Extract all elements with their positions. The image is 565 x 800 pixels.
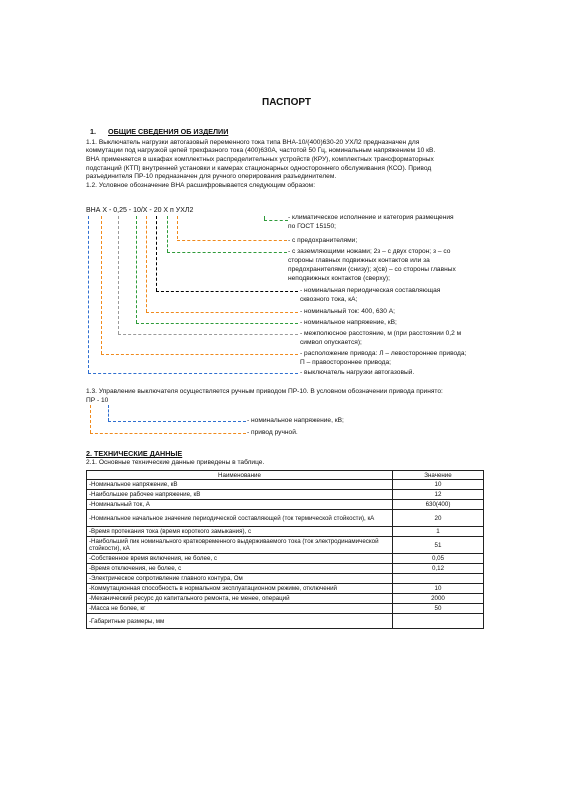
paragraph-line: 1.1. Выключатель нагрузки автогазовый переменного тока типа ВНА-10/(400)630-20 УХЛ2 предназначен для — [86, 139, 420, 146]
legend-text: сквозного тока, кА; — [300, 296, 358, 303]
row-value — [393, 614, 484, 629]
paragraph-line: подстанций (КТП) внутренней установки и камерах стационарных одностороннего обслуживания (КСО). Привод — [86, 165, 432, 172]
table-header-row — [87, 471, 484, 480]
row-value: 10 — [393, 480, 484, 490]
leader-line — [167, 252, 287, 253]
leader-line — [156, 216, 157, 291]
column-header-name: Наименование — [87, 471, 393, 480]
leader-line — [177, 216, 178, 239]
leader-line — [264, 220, 288, 221]
row-value: 50 — [393, 604, 484, 614]
legend-text: символ опускается); — [300, 339, 362, 346]
table-row — [87, 594, 484, 604]
legend-text: - номинальный ток: 400, 630 А; — [300, 308, 395, 315]
row-value — [393, 574, 484, 584]
paragraph-line: ВНА применяется в шкафах комплектных распределительных устройств (КРУ), комплектных трансформаторных — [86, 156, 434, 163]
row-value: 51 — [393, 537, 484, 554]
table-row — [87, 480, 484, 490]
row-name: -Электрическое сопротивление главного контура, Ом — [87, 574, 393, 584]
leader-line — [167, 216, 168, 252]
leader-line — [101, 216, 102, 354]
legend-text: - номинальное напряжение, кВ; — [247, 417, 344, 424]
row-name: -Время протекания тока (время короткого замыкания), с — [87, 527, 393, 537]
row-value: 0,05 — [393, 554, 484, 564]
tech-data-table — [86, 470, 484, 629]
legend-text: - с заземляющими ножами; 2з – с двух сторон; з – со — [288, 248, 451, 255]
legend-text: - с предохранителями; — [288, 237, 358, 244]
legend-text: П – правостороннее привода; — [300, 359, 391, 366]
row-value: 12 — [393, 490, 484, 500]
leader-line — [118, 334, 298, 335]
leader-line — [88, 373, 298, 374]
legend-text: по ГОСТ 15150; — [288, 223, 336, 230]
row-name: -Время отключения, не более, с — [87, 564, 393, 574]
leader-line — [90, 405, 91, 433]
row-name: -Наибольшее рабочее напряжение, кВ — [87, 490, 393, 500]
legend-text: предохранителями (снизу); з(св) – со стороны главных — [288, 266, 456, 273]
leader-line — [136, 323, 298, 324]
row-value: 20 — [393, 510, 484, 527]
leader-line — [146, 216, 147, 312]
row-name: -Номинальное напряжение, кВ — [87, 480, 393, 490]
table-row — [87, 574, 484, 584]
legend-text: неподвижных контактов (сверху); — [288, 275, 390, 282]
section2-heading: 2. ТЕХНИЧЕСКИЕ ДАННЫЕ — [86, 449, 183, 458]
table-row — [87, 604, 484, 614]
row-name: -Наибольший пик номинального кратковременного выдерживаемого тока (ток электродинамической стойкости), кА — [87, 537, 393, 554]
drive-designation: ПР - 10 — [86, 397, 109, 404]
row-name: -Собственное время включения, не более, с — [87, 554, 393, 564]
row-value: 630(400) — [393, 500, 484, 510]
legend-text: - климатическое исполнение и категория размещения — [288, 214, 454, 221]
table-row — [87, 490, 484, 500]
row-name: -Номинальный ток, А — [87, 500, 393, 510]
legend-text: - расположение привода: Л – левостороннее привода; — [300, 350, 467, 357]
row-value: 0,12 — [393, 564, 484, 574]
legend-text: - привод ручной. — [247, 429, 298, 436]
table-row — [87, 614, 484, 629]
column-header-value: Значение — [393, 471, 484, 480]
leader-line — [88, 216, 89, 373]
row-name: -Габаритные размеры, мм — [87, 614, 393, 629]
legend-text: - межполюсное расстояние, м (при расстоянии 0,2 м — [300, 330, 462, 337]
legend-text: - номинальное напряжение, кВ; — [300, 319, 397, 326]
paragraph-line: 1.3. Управление выключателя осуществляется ручным приводом ПР-10. В условном обозначении привода принято: — [86, 388, 443, 395]
table-row — [87, 584, 484, 594]
row-name: -Механический ресурс до капитального ремонта, не менее, операций — [87, 594, 393, 604]
leader-line — [146, 312, 298, 313]
legend-text: - номинальная периодическая составляющая — [300, 287, 441, 294]
table-row — [87, 527, 484, 537]
leader-line — [90, 433, 246, 434]
designation-code: ВНА Х - 0,25 - 10/Х - 20 Х п УХЛ2 — [86, 207, 194, 214]
leader-line — [108, 405, 109, 421]
paragraph-line: разъединителя ПР-10 предназначен для ручного оперирования разъединителем. — [86, 173, 337, 180]
row-value: 2000 — [393, 594, 484, 604]
leader-line — [101, 354, 298, 355]
row-name: -Номинальное начальное значение периодической составляющей (ток термической стойкости), кА — [87, 510, 393, 527]
section2-intro: 2.1. Основные технические данные приведены в таблице. — [86, 459, 265, 466]
paragraph-line: коммутации под нагрузкой цепей трехфазного тока (400)630А, частотой 50 Гц, номинальным напряжением 10 кВ. — [86, 147, 436, 154]
legend-text: стороны главных подвижных контактов или за — [288, 257, 430, 264]
document-title: ПАСПОРТ — [262, 97, 311, 108]
section1-heading: ОБЩИЕ СВЕДЕНИЯ ОБ ИЗДЕЛИИ — [108, 127, 229, 136]
table-row — [87, 510, 484, 527]
table-row — [87, 537, 484, 554]
table-row — [87, 554, 484, 564]
leader-line — [156, 291, 298, 292]
legend-text: - выключатель нагрузки автогазовый. — [300, 369, 415, 376]
table-row — [87, 500, 484, 510]
paragraph-line: 1.2. Условное обозначение ВНА расшифровывается следующим образом: — [86, 182, 316, 189]
row-name: -Масса не более, кг — [87, 604, 393, 614]
leader-line — [136, 216, 137, 323]
leader-line — [118, 216, 119, 334]
row-value: 1 — [393, 527, 484, 537]
leader-line — [177, 240, 287, 241]
row-value: 10 — [393, 584, 484, 594]
row-name: -Коммутационная способность в нормальном эксплуатационном режиме, отключений — [87, 584, 393, 594]
section1-number: 1. — [90, 127, 96, 136]
leader-line — [108, 421, 246, 422]
table-row — [87, 564, 484, 574]
